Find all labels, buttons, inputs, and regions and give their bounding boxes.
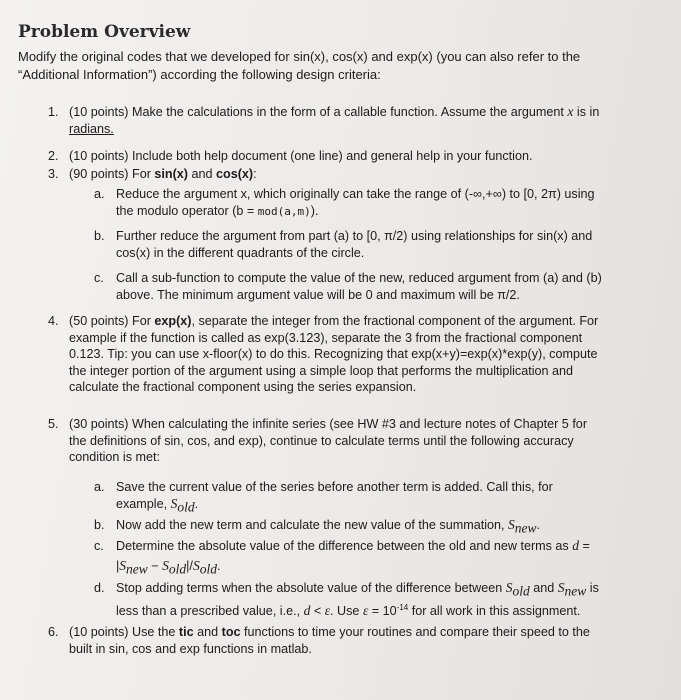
item-text: Determine the absolute value of the difference between the old and new terms as d = $|S_{new} - S_{old}|/S_{old}$. [116, 538, 590, 577]
item-text: (30 points) When calculating the infinite series (see HW #3 and lecture notes of Chapter 5 for the definitions of sin, cos, and exp), continue to calculate terms until the following accuracy condition is met: [69, 417, 588, 464]
item-text: (10 points) Make the calculations in the form of a callable function. Assume the argument x is in radians. [69, 104, 600, 136]
item-text: Now add the new term and calculate the new value of the summation, $S_{new}$. [116, 517, 541, 536]
item-text: Reduce the argument x, which originally can take the range of (-∞,+∞) to [0, 2π) using the modulo operator (b = mod(a,m)). [116, 187, 595, 218]
item-number: d. [94, 581, 105, 595]
item-number: c. [94, 539, 104, 553]
item-number: a. [94, 187, 105, 201]
intro-paragraph: Modify the original codes that we developed for sin(x), cos(x) and exp(x) (you can also refer to the “Additional Information”) according the following design criteria: [18, 49, 581, 82]
item-text: (10 points) Use the tic and toc functions to time your routines and compare their speed to the built in sin, cos and exp functions in matlab. [69, 625, 590, 656]
item-number: 3. [48, 167, 59, 181]
item-text: Further reduce the argument from part (a) to [0, π/2) using relationships for sin(x) and cos(x) in the different quadrants of the circle. [116, 229, 593, 260]
item-text: (90 points) For sin(x) and cos(x): [69, 167, 257, 181]
item-number: b. [94, 518, 105, 532]
item-text: (10 points) Include both help document (one line) and general help in your function. [69, 149, 533, 163]
item-number: 6. [48, 625, 59, 639]
item-number: 1. [48, 105, 59, 119]
item-number: a. [94, 480, 105, 494]
difference-formula: $|S_{new} - S_{old}|/S_{old}$. [116, 557, 221, 577]
item-text: (50 points) For exp(x), separate the integer from the fractional component of the argument. For example if the function is called as exp(3.123), separate the 3 from the fractional component 0.123. Tip: you can use x-floor(x) to do this. Recognizing that exp(x+y)=exp(x)*exp(y), compute the integer portion of the argument using a simple loop that performs the multiplication and calculate the fractional component using the series expansion. [69, 314, 599, 394]
item-text: Call a sub-function to compute the value of the new, reduced argument from (a) and (b) above. The minimum argument value will be 0 and maximum will be π/2. [116, 271, 602, 302]
item-text: Stop adding terms when the absolute value of the difference between $S_{old}$ and $S_{new}$ is less than a prescribed value, i.e., d < ε. Use $\varepsilon = 10^{-14}$ for all work in this assignment. [116, 580, 599, 619]
list-item [48, 104, 648, 138]
item-number: b. [94, 229, 105, 243]
item-number: 2. [48, 149, 59, 163]
item-text: Save the current value of the series before another term is added. Call this, for example, $S_{old}$. [116, 480, 553, 515]
page-title: Problem Overview [18, 22, 191, 42]
item-number: 4. [48, 314, 59, 328]
item-number: c. [94, 271, 104, 285]
item-number: 5. [48, 417, 59, 431]
